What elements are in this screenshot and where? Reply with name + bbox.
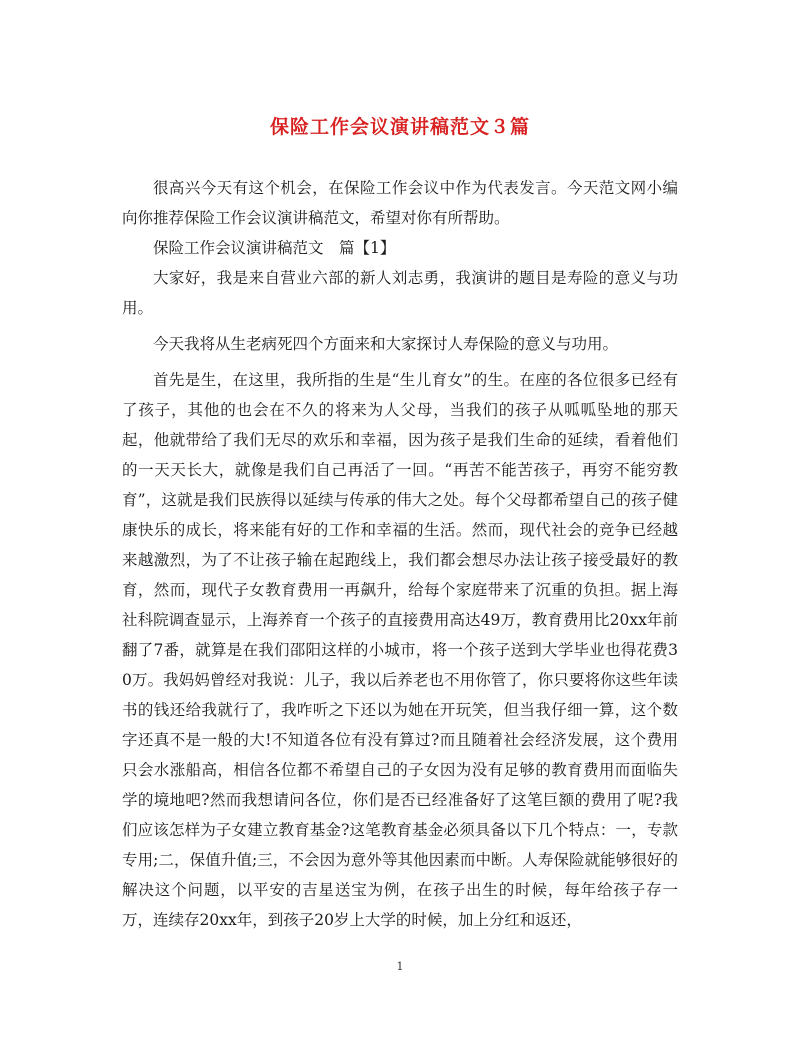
intro-paragraph: 很高兴今天有这个机会，在保险工作会议中作为代表发言。今天范文网小编向你推荐保险工作会议演讲稿范文，希望对你有所帮助。 — [122, 179, 678, 227]
body-paragraph: 大家好，我是来自营业六部的新人刘志勇，我演讲的题目是寿险的意义与功用。 — [122, 269, 678, 317]
section-heading: 保险工作会议演讲稿范文 篇【1】 — [153, 239, 396, 257]
body-paragraph: 首先是生，在这里，我所指的生是“生儿育女”的生。在座的各位很多已经有了孩子，其他的也会在不久的将来为人父母，当我们的孩子从呱呱坠地的那天起，他就带给了我们无尽的欢乐和幸福，因为孩子是我们生命的延续，看着他们的一天天长大，就像是我们自己再活了一回。“再苦不能苦孩子，再穷不能穷教育”，这就是我们民族得以延续与传承的伟大之处。每个父母都希望自己的孩子健康快乐的成长，将来能有好的工作和幸福的生活。然而，现代社会的竞争已经越来越激烈，为了不让孩子输在起跑线上，我们都会想尽办法让孩子接受最好的教育，然而，现代子女教育费用一再飙升，给每个家庭带来了沉重的负担。据上海社科院调查显示，上海养育一个孩子的直接费用高达49万，教育费用比20xx年前翻了7番，就算是在我们邵阳这样的小城市，将一个孩子送到大学毕业也得花费30万。我妈妈曾经对我说：儿子，我以后养老也不用你管了，你只要将你这些年读书的钱还给我就行了，我咋听之下还以为她在开玩笑，但当我仔细一算，这个数字还真不是一般的大!不知道各位有没有算过?而且随着社会经济发展，这个费用只会水涨船高，相信各位都不希望自己的子女因为没有足够的教育费用而面临失学的境地吧?然而我想请问各位，你们是否已经准备好了这笔巨额的费用了呢?我们应该怎样为子女建立教育基金?这笔教育基金必须具备以下几个特点：一，专款专用;二，保值升值;三，不会因为意外等其他因素而中断。人寿保险就能够很好的解决这个问题，以平安的吉星送宝为例，在孩子出生的时候，每年给孩子存一万，连续存20xx年，到孩子20岁上大学的时候，加上分红和返还， — [122, 371, 678, 929]
document-title: 保险工作会议演讲稿范文３篇 — [269, 116, 530, 138]
page-number: 1 — [396, 960, 404, 973]
document-body — [122, 173, 678, 935]
body-paragraph: 今天我将从生老病死四个方面来和大家探讨人寿保险的意义与功用。 — [153, 335, 619, 353]
